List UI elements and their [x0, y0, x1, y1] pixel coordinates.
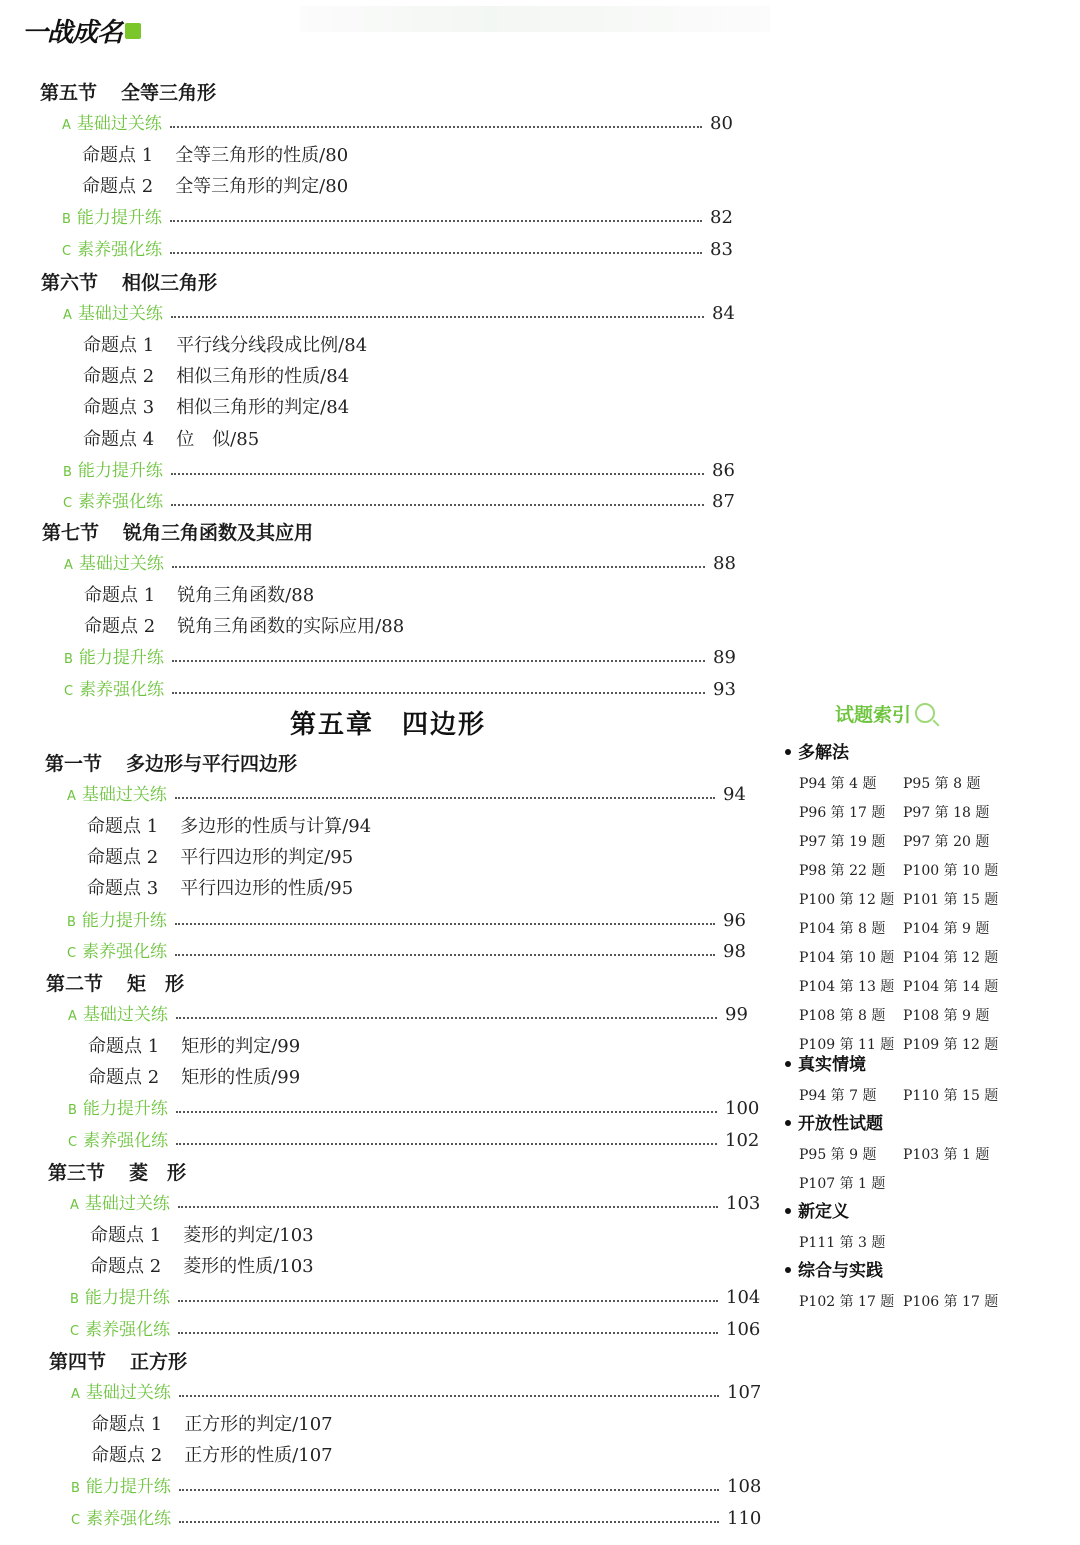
practice-letter: B — [62, 212, 71, 228]
index-ref[interactable]: P101 第 15 题 — [903, 892, 999, 908]
category-name: 新定义 — [798, 1202, 849, 1222]
practice-name: 能力提升练 — [78, 648, 164, 669]
toc-row-C[interactable] — [62, 235, 740, 260]
page-number: 103 — [726, 1193, 761, 1215]
point-text: 多边形的性质与计算/94 — [180, 815, 372, 837]
practice-label — [67, 937, 167, 962]
knowledge-point[interactable] — [82, 141, 348, 167]
point-text: 相似三角形的性质/84 — [176, 365, 350, 387]
leader-dots — [175, 797, 715, 799]
page-number: 88 — [713, 553, 736, 575]
practice-name: 素养强化练 — [79, 679, 165, 700]
practice-label — [71, 1378, 171, 1403]
index-ref[interactable]: P108 第 8 题 — [799, 1008, 886, 1024]
practice-letter: B — [67, 914, 76, 930]
index-ref-row — [799, 918, 998, 938]
section-heading — [48, 1158, 186, 1185]
knowledge-point[interactable] — [83, 331, 367, 357]
practice-name: 素养强化练 — [85, 1319, 171, 1340]
toc-row-B[interactable] — [70, 1283, 761, 1309]
toc-row-C[interactable] — [70, 1315, 761, 1340]
leader-dots — [175, 923, 715, 925]
page-number: 84 — [712, 303, 735, 325]
section-number: 第三节 — [48, 1162, 106, 1184]
section-number: 第一节 — [45, 753, 103, 775]
page-number: 83 — [710, 238, 733, 260]
practice-name: 基础过关练 — [85, 1383, 171, 1404]
index-ref[interactable]: P100 第 12 题 — [799, 892, 895, 908]
index-ref-row — [799, 1085, 998, 1105]
leader-dots — [172, 692, 705, 694]
practice-name: 基础过关练 — [84, 1194, 170, 1215]
practice-letter: A — [67, 789, 76, 805]
knowledge-point[interactable] — [83, 393, 349, 419]
index-category — [785, 1256, 998, 1311]
index-ref[interactable]: P110 第 15 题 — [903, 1088, 999, 1104]
practice-name: 能力提升练 — [84, 1288, 170, 1309]
index-ref[interactable]: P103 第 1 题 — [903, 1147, 990, 1163]
leader-dots — [178, 1332, 718, 1334]
practice-name: 素养强化练 — [77, 239, 163, 260]
knowledge-point[interactable] — [88, 1032, 300, 1058]
index-ref[interactable]: P104 第 12 题 — [903, 950, 999, 966]
index-ref-row — [799, 1005, 998, 1025]
point-text: 菱形的判定/103 — [183, 1224, 314, 1246]
index-ref[interactable]: P109 第 11 题 — [799, 1037, 895, 1053]
page-number: 80 — [710, 113, 733, 135]
page-number: 93 — [713, 678, 736, 700]
page-number: 100 — [725, 1098, 760, 1120]
category-title — [785, 1050, 998, 1075]
knowledge-point[interactable] — [84, 581, 314, 607]
leader-dots — [179, 1489, 719, 1491]
index-ref-row — [799, 773, 998, 793]
point-number: 命题点 1 — [90, 1224, 162, 1246]
page-number: 89 — [713, 647, 736, 669]
index-ref[interactable]: P95 第 8 题 — [903, 776, 981, 792]
leader-dots — [171, 316, 704, 318]
category-name: 真实情境 — [798, 1055, 866, 1075]
leader-dots — [170, 126, 702, 128]
index-ref[interactable]: P102 第 17 题 — [799, 1294, 895, 1310]
practice-letter: C — [68, 1134, 78, 1150]
practice-name: 素养强化练 — [82, 941, 168, 962]
section-name: 相似三角形 — [122, 272, 218, 294]
section-heading — [42, 518, 313, 545]
page-number: 87 — [712, 491, 735, 513]
index-ref[interactable]: P98 第 22 题 — [799, 863, 886, 879]
point-text: 正方形的判定/107 — [184, 1413, 333, 1435]
practice-letter: A — [68, 1009, 77, 1025]
category-name: 综合与实践 — [798, 1261, 883, 1281]
index-title-text: 试题索引 — [835, 704, 912, 726]
knowledge-point[interactable] — [82, 172, 348, 198]
index-ref-row — [799, 802, 998, 822]
point-number: 命题点 2 — [83, 365, 155, 387]
section-number: 第五节 — [40, 82, 98, 104]
leader-dots — [176, 1143, 717, 1145]
leader-dots — [179, 1395, 719, 1397]
page-number: 107 — [727, 1382, 762, 1404]
index-category — [785, 738, 998, 1054]
knowledge-point[interactable] — [83, 362, 349, 388]
page-number: 104 — [726, 1287, 761, 1309]
toc-row-B[interactable] — [64, 643, 743, 668]
index-ref[interactable]: P107 第 1 题 — [799, 1176, 886, 1192]
point-text: 锐角三角函数/88 — [177, 584, 315, 606]
index-ref[interactable]: P97 第 20 题 — [903, 834, 990, 850]
point-number: 命题点 1 — [88, 1035, 160, 1057]
practice-label — [64, 549, 164, 574]
toc-row-A[interactable] — [62, 109, 740, 134]
leader-dots — [171, 504, 704, 506]
section-heading — [40, 78, 216, 105]
practice-label — [68, 1126, 168, 1151]
practice-letter: B — [68, 1103, 77, 1119]
page-number: 96 — [723, 909, 746, 931]
header-band — [300, 6, 770, 32]
page-number: 82 — [710, 207, 733, 229]
page-number: 110 — [727, 1507, 762, 1529]
point-text: 全等三角形的性质/80 — [175, 144, 349, 166]
index-ref-row — [799, 1291, 998, 1311]
category-title — [785, 1109, 989, 1134]
point-text: 平行四边形的判定/95 — [180, 846, 354, 868]
section-heading — [49, 1347, 187, 1374]
practice-label — [63, 299, 163, 324]
section-number: 第二节 — [46, 973, 104, 995]
point-text: 矩形的判定/99 — [181, 1035, 301, 1057]
knowledge-point[interactable] — [87, 843, 353, 869]
category-title — [785, 738, 998, 763]
magnifier-icon — [915, 703, 935, 723]
leader-dots — [176, 1017, 717, 1019]
toc-row-B[interactable] — [71, 1472, 762, 1498]
practice-letter: A — [64, 558, 73, 574]
practice-label — [63, 487, 163, 512]
category-name: 多解法 — [798, 743, 849, 763]
point-number: 命题点 1 — [87, 815, 159, 837]
point-number: 命题点 1 — [91, 1413, 163, 1435]
practice-label — [68, 1094, 168, 1119]
toc-row-A[interactable] — [63, 299, 742, 324]
point-number: 命题点 1 — [82, 144, 154, 166]
toc-row-B[interactable] — [67, 906, 753, 931]
section-heading — [46, 969, 184, 996]
practice-label — [64, 675, 164, 700]
practice-name: 素养强化练 — [78, 492, 164, 513]
knowledge-point[interactable] — [84, 612, 404, 638]
bullet-icon — [785, 1061, 791, 1067]
practice-name: 基础过关练 — [82, 1005, 168, 1026]
practice-letter: C — [62, 243, 72, 259]
index-ref[interactable]: P108 第 9 题 — [903, 1008, 990, 1024]
practice-letter: B — [70, 1292, 79, 1308]
index-category — [785, 1109, 989, 1193]
point-text: 正方形的性质/107 — [184, 1444, 333, 1466]
index-ref[interactable]: P104 第 13 题 — [799, 979, 895, 995]
point-number: 命题点 4 — [83, 428, 155, 450]
index-ref-row — [799, 1232, 903, 1252]
bullet-icon — [785, 749, 791, 755]
index-ref[interactable]: P96 第 17 题 — [799, 805, 886, 821]
section-name: 菱 形 — [129, 1162, 187, 1184]
index-category — [785, 1197, 903, 1252]
toc-row-C[interactable] — [71, 1504, 762, 1529]
toc-row-C[interactable] — [68, 1126, 760, 1151]
practice-label — [62, 203, 162, 228]
leader-dots — [170, 220, 702, 222]
bullet-icon — [785, 1120, 791, 1126]
section-name: 矩 形 — [127, 973, 185, 995]
practice-name: 基础过关练 — [76, 114, 162, 135]
index-category — [785, 1050, 998, 1105]
index-title — [835, 700, 935, 727]
toc-row-B[interactable] — [68, 1094, 760, 1120]
bullet-icon — [785, 1208, 791, 1214]
point-number: 命题点 2 — [82, 175, 154, 197]
point-text: 菱形的性质/103 — [183, 1255, 314, 1277]
point-number: 命题点 2 — [88, 1066, 160, 1088]
practice-label — [62, 109, 162, 134]
point-number: 命题点 2 — [91, 1444, 163, 1466]
index-ref[interactable]: P94 第 7 题 — [799, 1088, 877, 1104]
brand-text: 一战成名 — [22, 18, 123, 48]
toc-row-A[interactable] — [68, 1000, 755, 1025]
practice-letter: C — [64, 683, 74, 699]
page-number: 94 — [723, 784, 746, 806]
practice-label — [64, 643, 164, 668]
practice-name: 能力提升练 — [76, 208, 162, 229]
index-ref[interactable]: P97 第 19 题 — [799, 834, 886, 850]
page-number: 106 — [726, 1318, 761, 1340]
practice-label — [70, 1283, 170, 1308]
point-text: 平行线分线段成比例/84 — [176, 334, 368, 356]
practice-label — [71, 1472, 171, 1497]
index-ref[interactable]: P94 第 4 题 — [799, 776, 877, 792]
toc-row-A[interactable] — [67, 780, 753, 805]
index-ref[interactable]: P97 第 18 题 — [903, 805, 990, 821]
practice-label — [71, 1504, 171, 1529]
point-number: 命题点 1 — [84, 584, 156, 606]
page-number: 86 — [712, 459, 735, 481]
point-number: 命题点 2 — [90, 1255, 162, 1277]
section-heading — [41, 268, 217, 295]
point-text: 锐角三角函数的实际应用/88 — [177, 615, 405, 637]
index-ref-row — [799, 947, 998, 967]
practice-label — [70, 1315, 170, 1340]
index-ref-row — [799, 1144, 989, 1164]
practice-label — [67, 906, 167, 931]
index-ref[interactable]: P104 第 10 题 — [799, 950, 895, 966]
brand-logo — [22, 12, 141, 49]
point-text: 矩形的性质/99 — [181, 1066, 301, 1088]
page-number: 98 — [723, 940, 746, 962]
index-ref[interactable]: P106 第 17 题 — [903, 1294, 999, 1310]
practice-label — [63, 456, 163, 481]
knowledge-point[interactable] — [88, 1063, 300, 1089]
index-ref[interactable]: P104 第 8 题 — [799, 921, 886, 937]
practice-name: 素养强化练 — [83, 1130, 169, 1151]
index-ref[interactable]: P109 第 12 题 — [903, 1037, 999, 1053]
leader-dots — [172, 566, 705, 568]
question-index — [785, 700, 999, 1310]
leader-dots — [170, 252, 702, 254]
point-number: 命题点 3 — [83, 397, 155, 419]
category-title — [785, 1256, 998, 1281]
practice-letter: A — [71, 1387, 80, 1403]
practice-letter: A — [62, 118, 71, 134]
point-number: 命题点 2 — [84, 615, 156, 637]
practice-letter: C — [63, 496, 73, 512]
page-number: 108 — [727, 1476, 762, 1498]
practice-letter: C — [70, 1323, 80, 1339]
point-number: 命题点 2 — [87, 846, 159, 868]
practice-name: 素养强化练 — [86, 1508, 172, 1529]
index-ref-row — [799, 860, 998, 880]
knowledge-point[interactable] — [91, 1441, 333, 1467]
section-number: 第六节 — [41, 272, 99, 294]
practice-name: 能力提升练 — [85, 1477, 171, 1498]
index-ref[interactable]: P104 第 14 题 — [903, 979, 999, 995]
page-number: 99 — [725, 1004, 748, 1026]
leader-dots — [179, 1521, 719, 1523]
point-text: 相似三角形的判定/84 — [176, 397, 350, 419]
point-number: 命题点 3 — [87, 878, 159, 900]
section-name: 锐角三角函数及其应用 — [123, 522, 314, 544]
practice-name: 基础过关练 — [78, 554, 164, 575]
bullet-icon — [785, 1267, 791, 1273]
leader-dots — [178, 1206, 718, 1208]
chapter-title: 第五章 四边形 — [290, 710, 487, 740]
index-ref-row — [799, 976, 998, 996]
toc-row-C[interactable] — [63, 487, 742, 512]
section-number: 第四节 — [49, 1351, 107, 1373]
knowledge-point[interactable] — [90, 1221, 314, 1247]
practice-letter: B — [64, 652, 73, 668]
leader-dots — [175, 954, 715, 956]
section-name: 正方形 — [130, 1351, 188, 1373]
leader-dots — [178, 1300, 718, 1302]
toc-row-C[interactable] — [64, 675, 743, 700]
category-name: 开放性试题 — [798, 1114, 883, 1134]
section-name: 全等三角形 — [121, 82, 217, 104]
toc-row-B[interactable] — [63, 456, 742, 481]
knowledge-point[interactable] — [87, 812, 371, 838]
knowledge-point[interactable] — [91, 1410, 333, 1436]
point-text: 位 似/85 — [176, 428, 260, 450]
index-ref[interactable]: P104 第 9 题 — [903, 921, 990, 937]
practice-name: 能力提升练 — [81, 910, 167, 931]
index-ref[interactable]: P111 第 3 题 — [799, 1235, 886, 1251]
knowledge-point[interactable] — [83, 425, 259, 451]
brand-mark-icon — [125, 23, 141, 39]
point-text: 平行四边形的性质/95 — [180, 878, 354, 900]
practice-name: 基础过关练 — [81, 785, 167, 806]
practice-label — [62, 235, 162, 260]
knowledge-point[interactable] — [90, 1252, 314, 1278]
leader-dots — [176, 1111, 717, 1113]
index-ref-row — [799, 831, 998, 851]
practice-label — [68, 1000, 168, 1025]
practice-letter: B — [63, 464, 72, 480]
index-ref-row — [799, 889, 998, 909]
point-number: 命题点 1 — [83, 334, 155, 356]
index-ref[interactable]: P100 第 10 题 — [903, 863, 999, 879]
index-ref[interactable]: P95 第 9 题 — [799, 1147, 877, 1163]
practice-letter: A — [63, 308, 72, 324]
practice-letter: A — [70, 1198, 79, 1214]
category-title — [785, 1197, 903, 1222]
leader-dots — [172, 660, 705, 662]
section-heading — [45, 749, 297, 776]
point-text: 全等三角形的判定/80 — [175, 175, 349, 197]
practice-name: 能力提升练 — [77, 460, 163, 481]
toc-row-A[interactable] — [64, 549, 743, 574]
toc-row-C[interactable] — [67, 937, 753, 962]
practice-name: 能力提升练 — [82, 1099, 168, 1120]
practice-name: 基础过关练 — [77, 304, 163, 325]
toc-row-A[interactable] — [70, 1189, 761, 1215]
practice-label — [70, 1189, 170, 1214]
practice-letter: C — [71, 1512, 81, 1528]
index-ref-row — [799, 1173, 989, 1193]
practice-letter: B — [71, 1481, 80, 1497]
section-name: 多边形与平行四边形 — [126, 753, 298, 775]
practice-letter: C — [67, 945, 77, 961]
page-number: 102 — [725, 1129, 760, 1151]
section-number: 第七节 — [42, 522, 100, 544]
toc-row-A[interactable] — [71, 1378, 762, 1404]
leader-dots — [171, 473, 704, 475]
knowledge-point[interactable] — [87, 874, 353, 900]
practice-label — [67, 780, 167, 805]
toc-row-B[interactable] — [62, 203, 740, 228]
